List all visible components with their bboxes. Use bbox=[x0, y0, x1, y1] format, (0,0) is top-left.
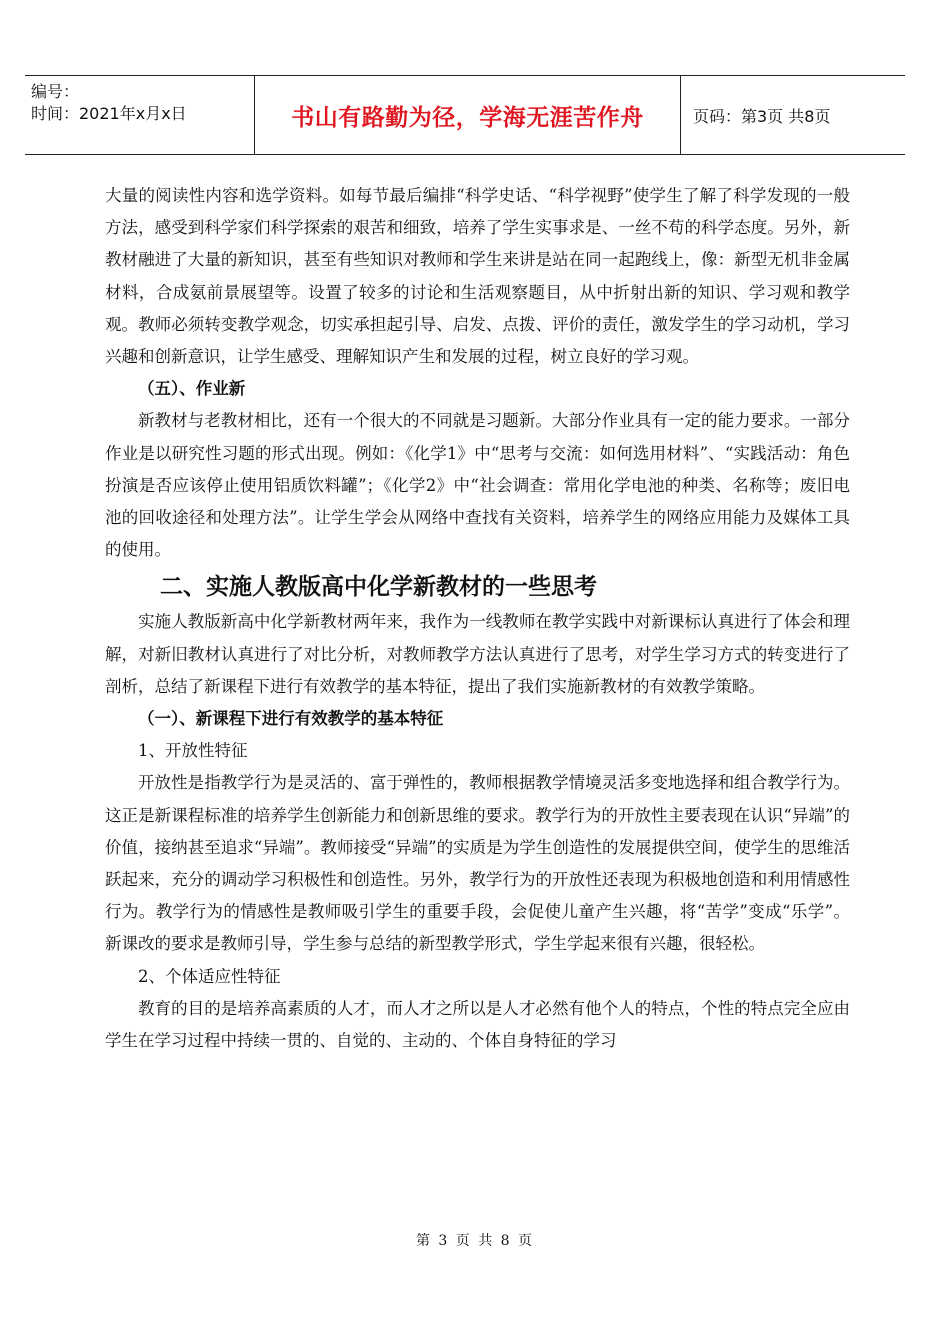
paragraph: 新教材与老教材相比，还有一个很大的不同就是习题新。大部分作业具有一定的能力要求。一部分作业是以研究性习题的形式出现。例如：《化学1》中“思考与交流：如何选用材料”、“实践活动：角色扮演是否应该停止使用铝质饮料罐”；《化学2》中“社会调查：常用化学电池的种类、名称等；废旧电池的回收途径和处理方法”。让学生学会从网络中查找有关资料，培养学生的网络应用能力及媒体工具的使用。 bbox=[105, 411, 850, 560]
document-time-label: 时间：2021年x月x日 bbox=[31, 104, 187, 123]
document-number-label: 编号： bbox=[31, 82, 80, 101]
chapter-heading: 二、实施人教版高中化学新教材的一些思考 bbox=[160, 574, 597, 601]
page-footer: 第 3 页 共 8 页 bbox=[415, 1233, 535, 1249]
document-body bbox=[105, 180, 850, 1057]
header-meta bbox=[25, 76, 255, 154]
section-heading: （一）、新课程下进行有效教学的基本特征 bbox=[138, 709, 444, 729]
paragraph: 开放性是指教学行为是灵活的、富于弹性的，教师根据教学情境灵活多变地选择和组合教学行为。这正是新课程标准的培养学生创新能力和创新思维的要求。教学行为的开放性主要表现在认识“异端”的价值，接纳甚至追求“异端”。教师接受“异端”的实质是为学生创造性的发展提供空间，使学生的思维活跃起来，充分的调动学习积极性和创造性。另外，教学行为的开放性还表现为积极地创造和利用情感性行为。教学行为的情感性是教师吸引学生的重要手段，会促使儿童产生兴趣，将“苦学”变成“乐学”。 新课改的要求是教师引导，学生参与总结的新型教学形式，学生学起来很有兴趣，很轻松。 bbox=[105, 773, 850, 954]
header-page-info: 页码：第3页 共8页 bbox=[693, 106, 831, 126]
page-header bbox=[25, 75, 905, 155]
list-item-heading: 1、开放性特征 bbox=[138, 741, 248, 761]
paragraph: 教育的目的是培养高素质的人才，而人才之所以是人才必然有他个人的特点，个性的特点完全应由学生在学习过程中持续一贯的、自觉的、主动的、个体自身特征的学习 bbox=[105, 998, 850, 1051]
header-motto: 书山有路勤为径，学海无涯苦作舟 bbox=[255, 76, 681, 154]
section-heading: （五）、作业新 bbox=[138, 379, 246, 399]
list-item-heading: 2、个体适应性特征 bbox=[138, 966, 281, 986]
paragraph: 实施人教版新高中化学新教材两年来，我作为一线教师在教学实践中对新课标认真进行了体会和理解，对新旧教材认真进行了对比分析，对教师教学方法认真进行了思考，对学生学习方式的转变进行了剖析，总结了新课程下进行有效教学的基本特征，提出了我们实施新教材的有效教学策略。 bbox=[105, 612, 850, 696]
paragraph: 大量的阅读性内容和选学资料。如每节最后编排“科学史话、“科学视野”使学生了解了科学发现的一般方法，感受到科学家们科学探索的艰苦和细致，培养了学生实事求是、一丝不苟的科学态度。另外，新教材融进了大量的新知识，甚至有些知识对教师和学生来讲是站在同一起跑线上，像：新型无机非金属材料，合成氨前景展望等。设置了较多的讨论和生活观察题目，从中折射出新的知识、学习观和教学观。教师必须转变教学观念，切实承担起引导、启发、点拨、评价的责任，激发学生的学习动机，学习兴趣和创新意识，让学生感受、理解知识产生和发展的过程，树立良好的学习观。 bbox=[105, 186, 850, 367]
